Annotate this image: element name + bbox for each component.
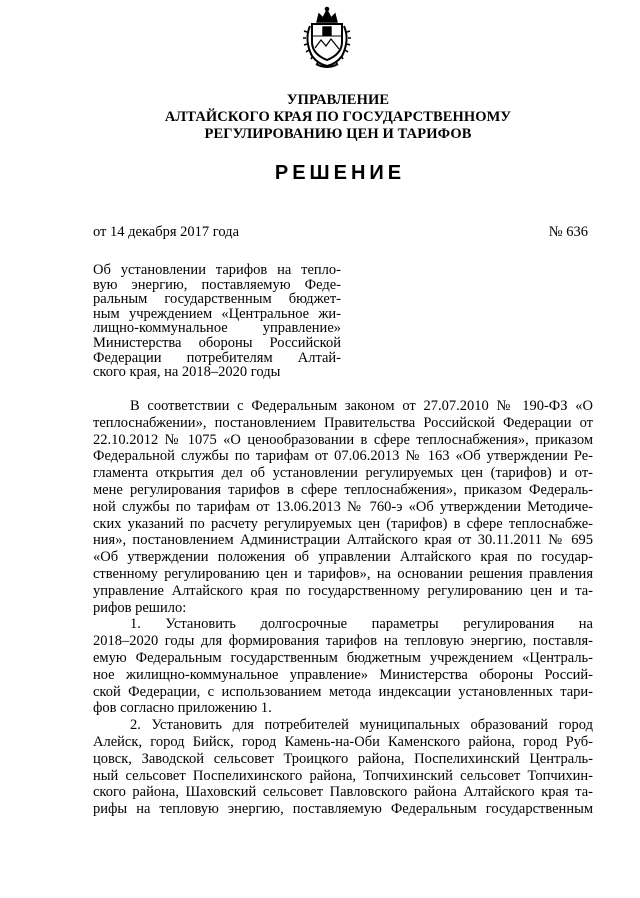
issuing-authority bbox=[0, 92, 640, 143]
authority-line-2: АЛТАЙСКОГО КРАЯ ПО ГОСУДАРСТВЕННОМУ bbox=[164, 109, 512, 125]
body-line: Алейск, город Бийск, город Камень-на-Оби Каменского района, город Руб- bbox=[93, 733, 593, 750]
body-line: ной службы по тарифам от 13.06.2013 № 760-э «Об утверждении Методиче- bbox=[93, 498, 593, 515]
body-line: Федеральной службы по тарифам от 07.06.2013 № 163 «Об утверждении Ре- bbox=[93, 448, 593, 465]
body-line: «Об утверждении положения об управлении Алтайского края по государ- bbox=[93, 549, 593, 566]
body-line: мене регулирования тарифов в сфере теплоснабжения», приказом Федераль- bbox=[93, 481, 593, 498]
subject-line: ным учреждением «Центральное жи- bbox=[93, 305, 341, 322]
body-line: управление Алтайского края по государственному регулированию цен и та- bbox=[93, 582, 593, 599]
body-line: 22.10.2012 № 1075 «О ценообразовании в сфере теплоснабжения», приказом bbox=[93, 431, 593, 448]
document-type-title: РЕШЕНИЕ bbox=[274, 162, 406, 184]
body-line: ской Федерации, с использованием метода индексации установленных тари- bbox=[93, 683, 593, 700]
body-line: ния», постановлением Администрации Алтайского края от 30.11.2011 № 695 bbox=[93, 532, 593, 549]
body-line: ского района, Шаховский сельсовет Павловского района Алтайского края та- bbox=[93, 784, 593, 801]
body-line: В соответствии с Федеральным законом от 27.07.2010 № 190-ФЗ «О bbox=[130, 398, 593, 414]
document-date: от 14 декабря 2017 года bbox=[93, 224, 239, 240]
body-line: теплоснабжении», постановлением Правительства Российской Федерации от bbox=[93, 414, 593, 431]
document-subject bbox=[93, 263, 341, 380]
subject-line: Министерства обороны Российской bbox=[93, 334, 341, 351]
body-line: фов согласно приложению 1. bbox=[93, 700, 272, 717]
body-line: емую Федеральным государственным бюджетным учреждением «Централь- bbox=[93, 649, 593, 666]
subject-line: ральным государственным бюджет- bbox=[93, 291, 341, 308]
body-line: ственному регулированию цен и тарифов», на основании решения правления bbox=[93, 565, 593, 582]
document-body bbox=[93, 398, 593, 818]
authority-line-3: РЕГУЛИРОВАНИЮ ЦЕН И ТАРИФОВ bbox=[204, 126, 472, 142]
body-line: 2. Установить для потребителей муниципальных образований город bbox=[130, 717, 593, 734]
body-line: рифы на тепловую энергию, поставляемую Федеральным государственным bbox=[93, 801, 593, 818]
subject-line: вую энергию, поставляемую Феде- bbox=[93, 276, 341, 293]
subject-line: ского края, на 2018–2020 годы bbox=[93, 364, 281, 381]
document-number: № 636 bbox=[548, 224, 588, 240]
body-line: рифов решило: bbox=[93, 599, 187, 616]
body-line: ный сельсовет Поспелихинского района, Топчихинский сельсовет Топчихин- bbox=[93, 767, 593, 784]
body-line: цовск, Заводской сельсовет Троицкого района, Поспелихинский Централь- bbox=[93, 750, 593, 767]
authority-line-1: УПРАВЛЕНИЕ bbox=[286, 92, 390, 108]
body-line: гламента открытия дел об установлении регулируемых цен (тарифов) и от- bbox=[93, 465, 593, 482]
subject-line: лищно-коммунальное управление» bbox=[93, 320, 341, 337]
body-line: ских указаний по расчету регулируемых цен (тарифов) в сфере теплоснабже- bbox=[93, 515, 593, 532]
body-line: 1. Установить долгосрочные параметры регулирования на bbox=[130, 616, 593, 633]
subject-line: Об установлении тарифов на тепло- bbox=[93, 262, 341, 278]
altai-krai-coat-of-arms-icon bbox=[302, 6, 352, 70]
body-line: ное жилищно-коммунальное управление» Министерства обороны Россий- bbox=[93, 666, 593, 683]
subject-line: Федерации потребителям Алтай- bbox=[93, 349, 341, 366]
body-line: 2018–2020 годы для формирования тарифов на тепловую энергию, поставля- bbox=[93, 633, 593, 650]
